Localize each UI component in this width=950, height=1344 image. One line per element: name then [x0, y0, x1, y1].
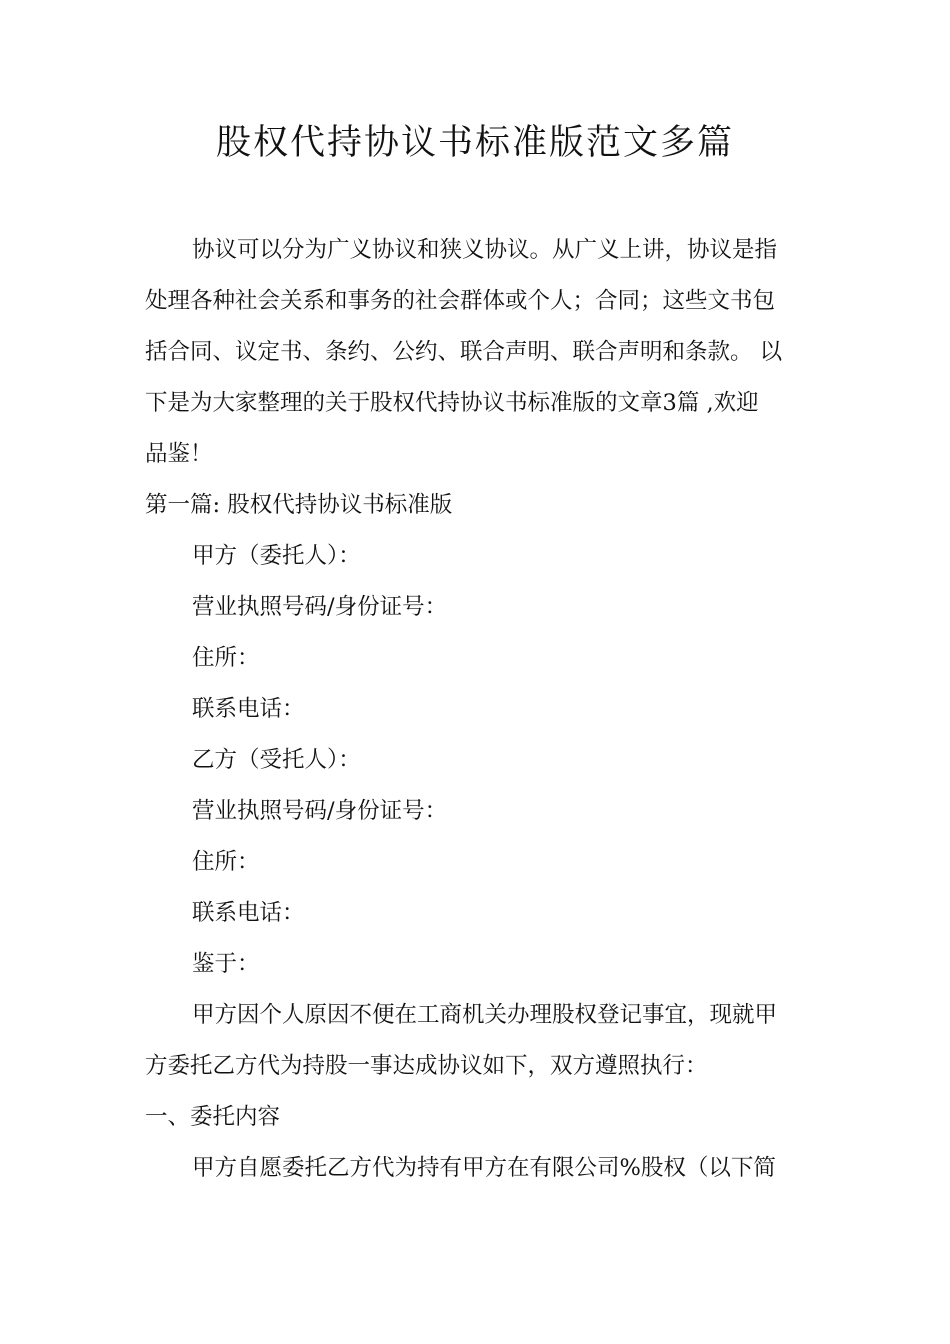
intro-line-1: 协议可以分为广义协议和狭义协议。从广义上讲，协议是指: [192, 237, 778, 263]
party-a-license: 营业执照号码/身份证号：: [192, 594, 448, 620]
party-b-license: 营业执照号码/身份证号：: [192, 798, 448, 824]
party-a-label: 甲方（委托人）：: [192, 543, 361, 569]
document-body: [145, 225, 810, 1194]
party-a-address: 住所：: [192, 645, 260, 671]
party-b-label: 乙方（受托人）：: [192, 747, 361, 773]
intro-line-2: 处理各种社会关系和事务的社会群体或个人；合同；这些文书包: [145, 288, 776, 314]
whereas-label: 鉴于：: [192, 951, 260, 977]
intro-line-3: 括合同、议定书、条约、公约、联合声明、联合声明和条款。 以: [145, 339, 783, 365]
clause1-line-1: 甲方自愿委托乙方代为持有甲方在有限公司%股权（以下简: [192, 1155, 776, 1181]
whereas-line-1: 甲方因个人原因不便在工商机关办理股权登记事宜，现就甲: [192, 1002, 778, 1028]
party-b-address: 住所：: [192, 849, 260, 875]
clause1-heading: 一、委托内容: [145, 1104, 281, 1130]
whereas-line-2: 方委托乙方代为持股一事达成协议如下，双方遵照执行：: [145, 1053, 708, 1079]
intro-line-4: 下是为大家整理的关于股权代持协议书标准版的文章3篇 ,欢迎: [145, 390, 759, 416]
party-b-phone: 联系电话：: [192, 900, 305, 926]
section1-heading: 第一篇: 股权代持协议书标准版: [145, 492, 453, 518]
party-a-phone: 联系电话：: [192, 696, 305, 722]
document-title: 股权代持协议书标准版范文多篇: [215, 123, 734, 163]
intro-line-5: 品鉴！: [145, 441, 213, 467]
